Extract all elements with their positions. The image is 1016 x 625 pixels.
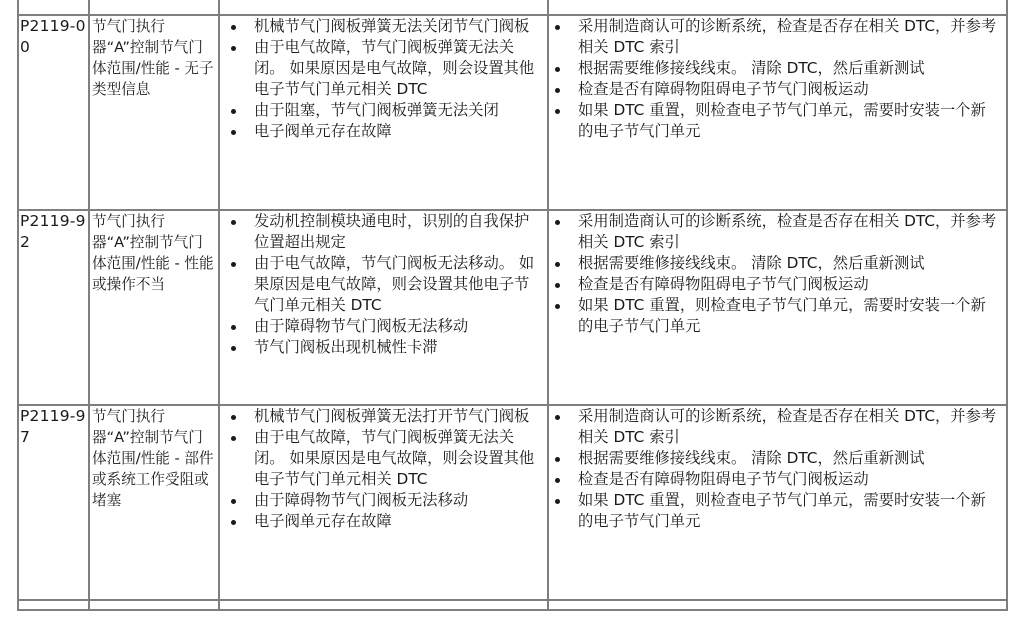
bullet-icon (231, 25, 236, 30)
table-row (18, 15, 1007, 210)
cause-item (254, 337, 541, 358)
action-item (578, 469, 1000, 490)
action-item (578, 79, 1000, 100)
action-text: 根据需要维修接线线束。 清除 DTC，然后重新测试 (578, 449, 925, 467)
cause-item (254, 100, 541, 121)
cause-text: 发动机控制模块通电时，识别的自我保护位置超出规定 (254, 212, 530, 251)
action-item (578, 406, 1000, 448)
actions-cell (548, 210, 1007, 405)
action-item (578, 100, 1000, 142)
action-item (578, 295, 1000, 337)
possible-causes-cell (219, 210, 548, 405)
table-row-bottom-cutoff (18, 600, 1007, 610)
action-item (578, 490, 1000, 532)
bullet-icon (555, 478, 560, 483)
action-item (578, 16, 1000, 58)
action-item (578, 211, 1000, 253)
cause-item (254, 427, 541, 490)
dtc-code-cell (18, 210, 89, 405)
actions-list (549, 211, 1006, 337)
action-text: 检查是否有障碍物阻碍电子节气门阀板运动 (578, 470, 869, 488)
cause-text: 机械节气门阀板弹簧无法打开节气门阀板 (254, 407, 530, 425)
table-row (18, 210, 1007, 405)
table-cell (89, 600, 219, 610)
table-cell (548, 0, 1007, 15)
cause-item (254, 37, 541, 100)
dtc-code: P2119-97 (20, 407, 86, 446)
action-text: 如果 DTC 重置，则检查电子节气门单元，需要时安装一个新的电子节气门单元 (578, 491, 986, 530)
cause-text: 由于电气故障，节气门阀板无法移动。 如果原因是电气故障，则会设置其他电子节气门单元相关 DTC (254, 254, 535, 314)
action-text: 采用制造商认可的诊断系统，检查是否存在相关 DTC，并参考相关 DTC 索引 (578, 212, 997, 251)
cause-item (254, 490, 541, 511)
dtc-description: 节气门执行器“A”控制节气门体范围/性能 - 无子类型信息 (92, 18, 214, 98)
action-text: 如果 DTC 重置，则检查电子节气门单元，需要时安装一个新的电子节气门单元 (578, 101, 986, 140)
bullet-icon (555, 457, 560, 462)
dtc-table (17, 0, 1008, 611)
action-text: 检查是否有障碍物阻碍电子节气门阀板运动 (578, 80, 869, 98)
bullet-icon (231, 415, 236, 420)
bullet-icon (231, 520, 236, 525)
cause-item (254, 511, 541, 532)
bullet-icon (231, 499, 236, 504)
dtc-description-cell (89, 405, 219, 600)
possible-causes-cell (219, 15, 548, 210)
possible-causes-list (220, 16, 547, 142)
bullet-icon (231, 220, 236, 225)
actions-cell (548, 15, 1007, 210)
table-cell (18, 0, 89, 15)
table-cell (219, 600, 548, 610)
cause-item (254, 211, 541, 253)
actions-list (549, 406, 1006, 532)
action-text: 如果 DTC 重置，则检查电子节气门单元，需要时安装一个新的电子节气门单元 (578, 296, 986, 335)
bullet-icon (555, 499, 560, 504)
action-text: 检查是否有障碍物阻碍电子节气门阀板运动 (578, 275, 869, 293)
dtc-code-cell (18, 15, 89, 210)
bullet-icon (231, 346, 236, 351)
cause-item (254, 253, 541, 316)
cause-text: 由于阻塞，节气门阀板弹簧无法关闭 (254, 101, 499, 119)
bullet-icon (555, 304, 560, 309)
dtc-description-cell (89, 210, 219, 405)
action-item (578, 58, 1000, 79)
bullet-icon (555, 25, 560, 30)
bullet-icon (555, 283, 560, 288)
table-row-top-cutoff (18, 0, 1007, 15)
dtc-code: P2119-92 (20, 212, 86, 251)
table-cell (548, 600, 1007, 610)
action-text: 采用制造商认可的诊断系统，检查是否存在相关 DTC，并参考相关 DTC 索引 (578, 407, 997, 446)
bullet-icon (555, 88, 560, 93)
cause-item (254, 316, 541, 337)
possible-causes-list (220, 406, 547, 532)
dtc-code-cell (18, 405, 89, 600)
bullet-icon (555, 262, 560, 267)
dtc-code: P2119-00 (20, 17, 86, 56)
cause-text: 节气门阀板出现机械性卡滞 (254, 338, 438, 356)
dtc-description: 节气门执行器“A”控制节气门体范围/性能 - 性能或操作不当 (92, 213, 214, 293)
possible-causes-list (220, 211, 547, 358)
bullet-icon (231, 262, 236, 267)
possible-causes-cell (219, 405, 548, 600)
actions-cell (548, 405, 1007, 600)
dtc-table-body (18, 0, 1007, 610)
cause-text: 电子阀单元存在故障 (254, 122, 392, 140)
cause-item (254, 406, 541, 427)
bullet-icon (231, 436, 236, 441)
cause-text: 由于障碍物节气门阀板无法移动 (254, 491, 469, 509)
table-cell (89, 0, 219, 15)
action-text: 根据需要维修接线线束。 清除 DTC，然后重新测试 (578, 254, 925, 272)
action-text: 根据需要维修接线线束。 清除 DTC，然后重新测试 (578, 59, 925, 77)
dtc-description-cell (89, 15, 219, 210)
action-text: 采用制造商认可的诊断系统，检查是否存在相关 DTC，并参考相关 DTC 索引 (578, 17, 997, 56)
table-cell (18, 600, 89, 610)
bullet-icon (231, 109, 236, 114)
dtc-description: 节气门执行器“A”控制节气门体范围/性能 - 部件或系统工作受阻或堵塞 (92, 408, 214, 509)
cause-text: 电子阀单元存在故障 (254, 512, 392, 530)
bullet-icon (555, 415, 560, 420)
cause-item (254, 16, 541, 37)
action-item (578, 253, 1000, 274)
bullet-icon (231, 325, 236, 330)
bullet-icon (555, 67, 560, 72)
cause-text: 由于电气故障，节气门阀板弹簧无法关闭。 如果原因是电气故障，则会设置其他电子节气门单元相关 DTC (254, 428, 535, 488)
table-row (18, 405, 1007, 600)
bullet-icon (555, 220, 560, 225)
bullet-icon (555, 109, 560, 114)
cause-text: 由于电气故障，节气门阀板弹簧无法关闭。 如果原因是电气故障，则会设置其他电子节气门单元相关 DTC (254, 38, 535, 98)
action-item (578, 448, 1000, 469)
actions-list (549, 16, 1006, 142)
table-cell (219, 0, 548, 15)
cause-text: 由于障碍物节气门阀板无法移动 (254, 317, 469, 335)
cause-text: 机械节气门阀板弹簧无法关闭节气门阀板 (254, 17, 530, 35)
bullet-icon (231, 46, 236, 51)
action-item (578, 274, 1000, 295)
bullet-icon (231, 130, 236, 135)
cause-item (254, 121, 541, 142)
